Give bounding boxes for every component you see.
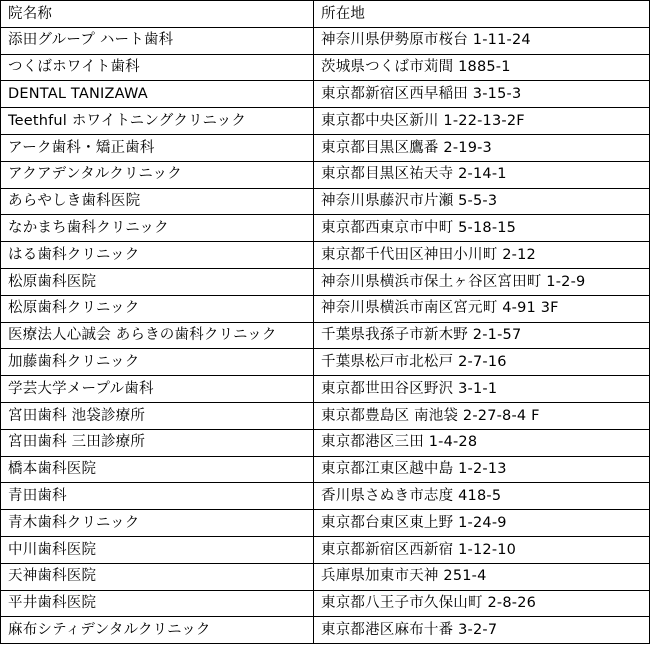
clinic-name-cell: 青木歯科クリニック	[1, 510, 314, 537]
table-row	[1, 590, 650, 617]
table-row	[1, 376, 650, 403]
address-cell: 東京都新宿区西新宿 1-12-10	[314, 536, 650, 563]
clinic-name-cell: 添田グループ ハート歯科	[1, 27, 314, 54]
clinic-name-cell: なかまち歯科クリニック	[1, 215, 314, 242]
table-row	[1, 134, 650, 161]
clinic-name-cell: 松原歯科医院	[1, 268, 314, 295]
table-row	[1, 536, 650, 563]
table-row	[1, 268, 650, 295]
clinic-name-cell: つくばホワイト歯科	[1, 54, 314, 81]
clinic-name-cell: 青田歯科	[1, 483, 314, 510]
table-row	[1, 81, 650, 108]
table-row	[1, 429, 650, 456]
clinic-name-cell: 松原歯科クリニック	[1, 295, 314, 322]
address-cell: 香川県さぬき市志度 418-5	[314, 483, 650, 510]
clinic-name-cell: DENTAL TANIZAWA	[1, 81, 314, 108]
address-cell: 東京都台東区東上野 1-24-9	[314, 510, 650, 537]
table-row	[1, 215, 650, 242]
table-header	[1, 1, 650, 28]
table-row	[1, 510, 650, 537]
address-cell: 千葉県我孫子市新木野 2-1-57	[314, 322, 650, 349]
table-row	[1, 161, 650, 188]
address-cell: 神奈川県横浜市南区宮元町 4-91 3F	[314, 295, 650, 322]
address-cell: 東京都中央区新川 1-22-13-2F	[314, 108, 650, 135]
clinic-name-cell: 学芸大学メープル歯科	[1, 376, 314, 403]
address-cell: 東京都目黒区祐天寺 2-14-1	[314, 161, 650, 188]
clinic-name-cell: 宮田歯科 池袋診療所	[1, 402, 314, 429]
header-clinic-name: 院名称	[1, 1, 314, 28]
address-cell: 東京都江東区越中島 1-2-13	[314, 456, 650, 483]
table-row	[1, 563, 650, 590]
address-cell: 千葉県松戸市北松戸 2-7-16	[314, 349, 650, 376]
clinic-name-cell: 麻布シティデンタルクリニック	[1, 617, 314, 644]
table-row	[1, 402, 650, 429]
table-row	[1, 617, 650, 644]
clinic-name-cell: アーク歯科・矯正歯科	[1, 134, 314, 161]
clinic-name-cell: 宮田歯科 三田診療所	[1, 429, 314, 456]
table-row	[1, 456, 650, 483]
table-row	[1, 188, 650, 215]
address-cell: 東京都新宿区西早稲田 3-15-3	[314, 81, 650, 108]
table-row	[1, 54, 650, 81]
address-cell: 東京都西東京市中町 5-18-15	[314, 215, 650, 242]
address-cell: 東京都千代田区神田小川町 2-12	[314, 242, 650, 269]
header-row	[1, 1, 650, 28]
clinic-name-cell: 中川歯科医院	[1, 536, 314, 563]
clinic-name-cell: 平井歯科医院	[1, 590, 314, 617]
address-cell: 東京都八王子市久保山町 2-8-26	[314, 590, 650, 617]
address-cell: 東京都豊島区 南池袋 2-27-8-4 F	[314, 402, 650, 429]
clinic-name-cell: Teethful ホワイトニングクリニック	[1, 108, 314, 135]
address-cell: 東京都港区三田 1-4-28	[314, 429, 650, 456]
clinic-name-cell: 加藤歯科クリニック	[1, 349, 314, 376]
clinic-name-cell: 天神歯科医院	[1, 563, 314, 590]
address-cell: 茨城県つくば市苅間 1885-1	[314, 54, 650, 81]
table-row	[1, 483, 650, 510]
table-row	[1, 27, 650, 54]
address-cell: 東京都港区麻布十番 3-2-7	[314, 617, 650, 644]
clinic-name-cell: 橋本歯科医院	[1, 456, 314, 483]
header-address: 所在地	[314, 1, 650, 28]
address-cell: 兵庫県加東市天神 251-4	[314, 563, 650, 590]
clinic-name-cell: 医療法人心誠会 あらきの歯科クリニック	[1, 322, 314, 349]
table-row	[1, 108, 650, 135]
address-cell: 神奈川県横浜市保土ヶ谷区宮田町 1-2-9	[314, 268, 650, 295]
table-row	[1, 242, 650, 269]
clinic-name-cell: アクアデンタルクリニック	[1, 161, 314, 188]
table-body	[1, 27, 650, 643]
table-row	[1, 349, 650, 376]
table-row	[1, 322, 650, 349]
address-cell: 神奈川県伊勢原市桜台 1-11-24	[314, 27, 650, 54]
clinic-name-cell: あらやしき歯科医院	[1, 188, 314, 215]
table-row	[1, 295, 650, 322]
clinic-name-cell: はる歯科クリニック	[1, 242, 314, 269]
address-cell: 神奈川県藤沢市片瀬 5-5-3	[314, 188, 650, 215]
address-cell: 東京都世田谷区野沢 3-1-1	[314, 376, 650, 403]
address-cell: 東京都目黒区鷹番 2-19-3	[314, 134, 650, 161]
